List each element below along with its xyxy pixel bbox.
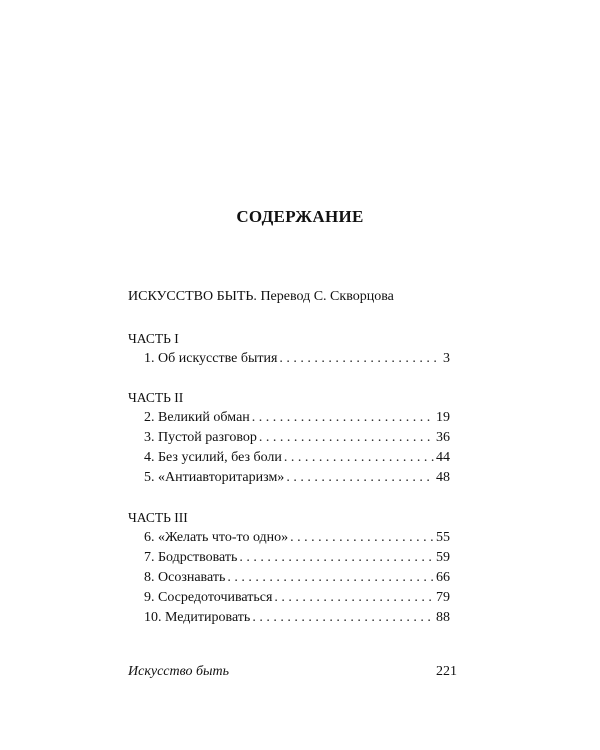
leader-dots xyxy=(274,590,434,606)
toc-entry-page: 44 xyxy=(436,450,450,465)
toc-entry[interactable] xyxy=(144,351,450,367)
toc-entry-page: 48 xyxy=(436,470,450,485)
page-number: 221 xyxy=(436,664,457,679)
contents-heading: СОДЕРЖАНИЕ xyxy=(236,207,364,226)
book-title-line xyxy=(128,289,394,305)
toc-entry-page: 55 xyxy=(436,530,450,545)
part-heading: ЧАСТЬ III xyxy=(128,510,188,525)
leader-dots xyxy=(259,430,434,446)
toc-entry-label: 2. Великий обман xyxy=(144,410,250,425)
toc-entry-page: 3 xyxy=(443,351,450,366)
toc-entry-page: 19 xyxy=(436,410,450,425)
toc-entry-page: 66 xyxy=(436,570,450,585)
toc-entry-label: 1. Об искусстве бытия xyxy=(144,351,278,366)
translator-credit: Перевод С. Скворцова xyxy=(260,289,394,304)
leader-dots xyxy=(290,530,434,546)
toc-entry-label: 6. «Желать что-то одно» xyxy=(144,530,289,545)
toc-entry-page: 59 xyxy=(436,550,450,565)
toc-entry-page: 36 xyxy=(436,430,450,445)
toc-entry[interactable] xyxy=(144,610,450,626)
leader-dots xyxy=(252,610,434,626)
toc-entry-label: 7. Бодрствовать xyxy=(144,550,238,565)
toc-entry[interactable] xyxy=(144,470,450,486)
toc-entry[interactable] xyxy=(144,410,450,426)
toc-entry[interactable] xyxy=(144,550,450,566)
toc-entry[interactable] xyxy=(144,530,450,546)
leader-dots xyxy=(284,450,434,466)
toc-entry-label: 3. Пустой разговор xyxy=(144,430,257,445)
running-title: Искусство быть xyxy=(128,664,230,679)
toc-entry-label: 8. Осознавать xyxy=(144,570,226,585)
toc-entry-label: 5. «Антиавторитаризм» xyxy=(144,470,285,485)
toc-entry[interactable] xyxy=(144,450,450,466)
toc-entry-label: 4. Без усилий, без боли xyxy=(144,450,282,465)
leader-dots xyxy=(279,351,441,367)
toc-entry-page: 79 xyxy=(436,590,450,605)
leader-dots xyxy=(239,550,434,566)
toc-entry-label: 10. Медитировать xyxy=(144,610,251,625)
toc-entry[interactable] xyxy=(144,430,450,446)
leader-dots xyxy=(252,410,434,426)
part-heading: ЧАСТЬ I xyxy=(128,331,179,346)
book-title: ИСКУССТВО БЫТЬ. xyxy=(128,289,257,304)
toc-entry[interactable] xyxy=(144,590,450,606)
toc-entry-page: 88 xyxy=(436,610,450,625)
toc-entry-label: 9. Сосредоточиваться xyxy=(144,590,273,605)
part-heading: ЧАСТЬ II xyxy=(128,390,184,405)
leader-dots xyxy=(227,570,434,586)
leader-dots xyxy=(286,470,434,486)
toc-entry[interactable] xyxy=(144,570,450,586)
